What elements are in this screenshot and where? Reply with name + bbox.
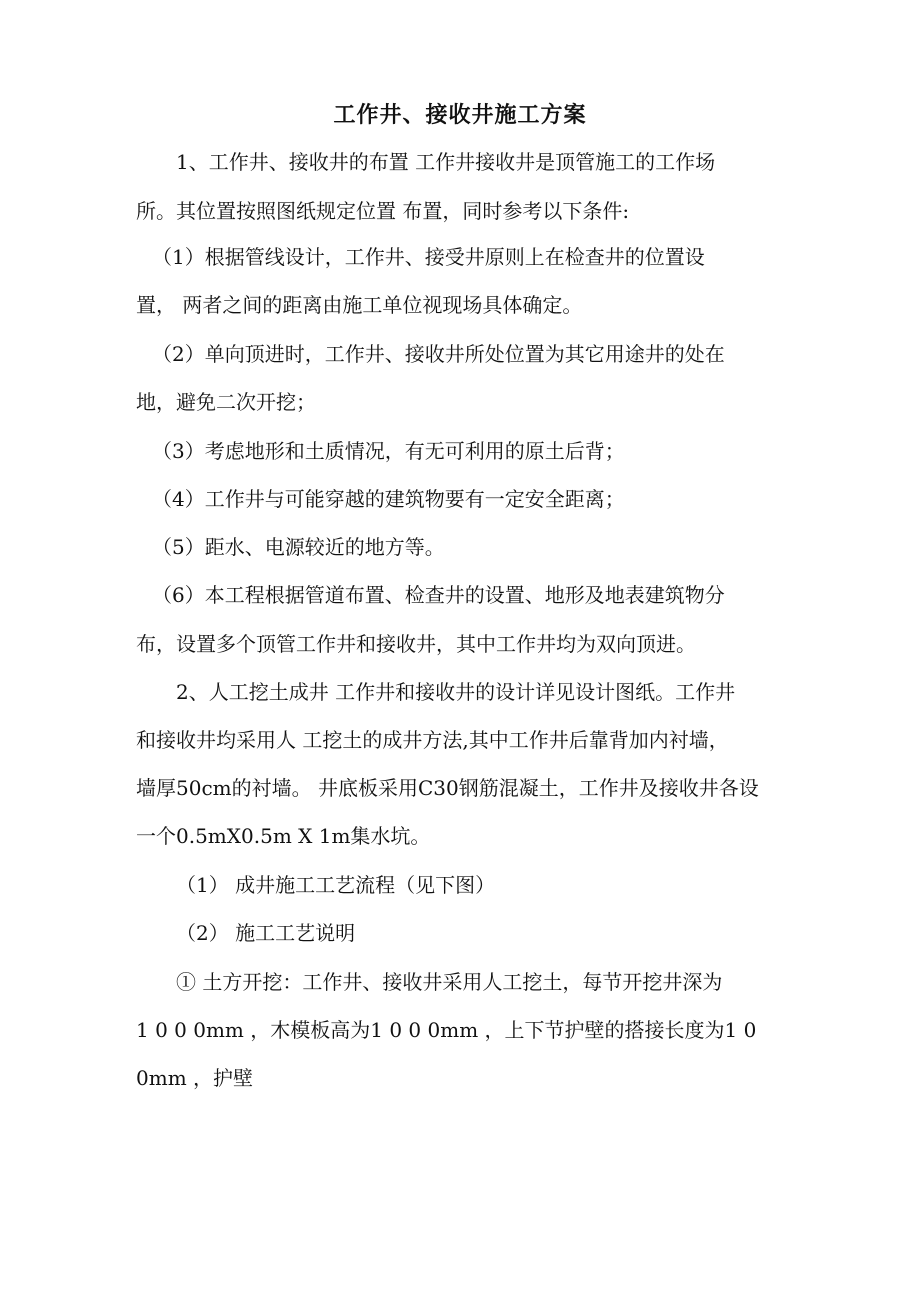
paragraph-line: ① 土方开挖：工作井、接收井采用人工挖土，每节开挖井深为	[176, 970, 723, 994]
paragraph-line: 一个0.5mX0.5m X 1m集水坑。	[136, 824, 431, 848]
paragraph-line: 和接收井均采用人 工挖土的成井方法,其中工作井后靠背加内衬墙，	[136, 728, 729, 752]
paragraph-line: 1、工作井、接收井的布置 工作井接收井是顶管施工的工作场	[176, 150, 716, 174]
paragraph-line: （4）工作井与可能穿越的建筑物要有一定安全距离；	[152, 487, 625, 511]
paragraph-line: 2、人工挖土成井 工作井和接收井的设计详见设计图纸。工作井	[176, 680, 736, 704]
paragraph-line: 置， 两者之间的距离由施工单位视现场具体确定。	[136, 293, 583, 317]
paragraph-line: 1 0 0 0mm ，木模板高为1 0 0 0mm ，上下节护壁的搭接长度为1 0	[136, 1018, 757, 1042]
paragraph-line: （2） 施工工艺说明	[176, 921, 356, 945]
paragraph-line: （3）考虑地形和土质情况，有无可利用的原土后背；	[152, 439, 625, 463]
paragraph-line: 所。其位置按照图纸规定位置 布置，同时参考以下条件:	[136, 199, 630, 223]
paragraph-line: 0mm ，护壁	[136, 1066, 254, 1090]
document-title: 工作井、接收井施工方案	[333, 103, 587, 128]
paragraph-line: （1）根据管线设计，工作井、接受井原则上在检查井的位置设	[152, 245, 705, 269]
paragraph-line: 墙厚50cm的衬墙。 井底板采用C30钢筋混凝土，工作井及接收井各设	[136, 776, 759, 800]
paragraph-line: （2）单向顶进时，工作井、接收井所处位置为其它用途井的处在	[152, 342, 725, 366]
paragraph-line: 布，设置多个顶管工作井和接收井，其中工作井均为双向顶进。	[136, 632, 696, 656]
paragraph-line: 地，避免二次开挖；	[136, 390, 316, 414]
paragraph-line: （6）本工程根据管道布置、检查井的设置、地形及地表建筑物分	[152, 583, 725, 607]
paragraph-line: （1） 成井施工工艺流程（见下图）	[176, 873, 496, 897]
paragraph-line: （5）距水、电源较近的地方等。	[152, 535, 445, 559]
